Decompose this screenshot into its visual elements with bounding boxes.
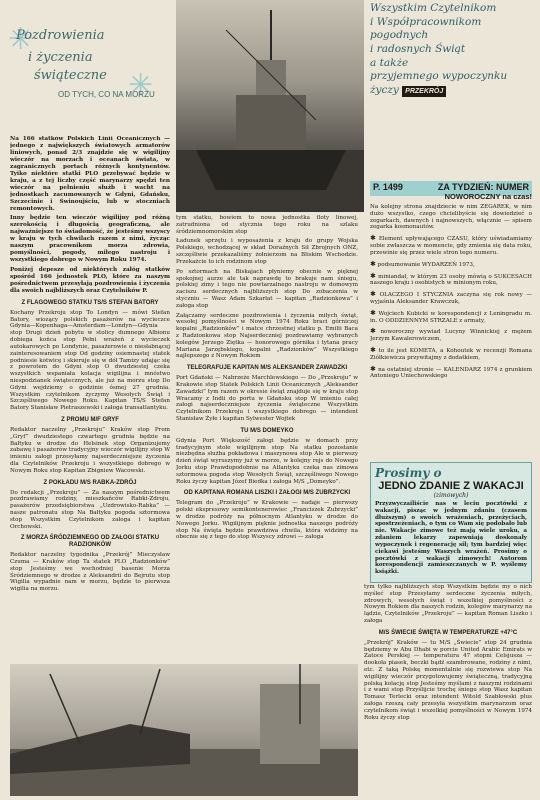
prosimy-text: Przyzwyczailiście nas w leciu pocztówki z wakacji, pisząc w jednym zdaniu (czasem dłuższym) o swoich wrażeniach, przeżyciach, spostrzeżeniach, o tym co Wam się podobało lub nie. Wakacje zimowe też mają wiele uroku, a zdaniem lekarzy zapewniają doskonały wypoczynek i regenerację sił; tym bardziej więc ciekawi jesteśmy Waszych wrażeń. Prosimy o pocztówki z wakacji zimowych! Autorom korespondencji zamieszczanych w P. wyślemy książki. bbox=[375, 501, 527, 576]
next-week-item: ✱ podsumowanie WYDARZEŃ 1973, bbox=[370, 259, 475, 268]
prosimy-heading: Prosimy o bbox=[375, 466, 442, 480]
prosimy-subtitle: (zimowych) bbox=[433, 492, 469, 499]
next-week-item: ✱ Wojciech Kubicki w korespondencji z Leningradu m. in. O ODDZIENNYM STRZALE z armaty, bbox=[370, 308, 532, 324]
intro-text: Na 166 statków Polskich Linii Oceanicznych — jednego z największych światowych armatorów liniowych, ponad 2/3 znajdzie się w wigilijny wieczór na morzach i oceanach świata, w zagranicznych portach różnych kontynentów. Tyiko niektóre statki PLO przebywać będzie w kraju, a z tej liczby część marynarzy spędzi ten wieczór na pełnieniu służb i wacht na jednostkach zacumowanych w Gdyni, Gdańsku, Szczecinie i Świnoujściu, lub w stoczniach remontowych. bbox=[10, 136, 170, 212]
next-week-item: ✱ miniandał, w którym 23 osoby mówią o SUKCESACH naszego kraju i osobistych w minionym roku, bbox=[370, 271, 532, 287]
next-week-title: ZA TYDZIEŃ: NUMER bbox=[437, 182, 529, 192]
right-text: „Przekrój” Kraków — tu M/S „Świecie” stop 24 grudnia będziemy w Abu Dhabi w porcie United Arabic Emirats w Zatoce Perskiej — temperatura 47 stopni Celsjusza — dookoła piasek, beczki bądź szambrowane, rodziny z nimi, etc. Z taką Polskę momentalnie się rozwiewa stop Na wigilijny wieczór przygotowujemy świąteczną, tradycyjną polską kolację stop Jesteśmy myślami z naszymi rodzinami i z wami stop Przyślijcie trochę śniegu stop Wasz kapitan Tomasz Terlecki oraz intendent Witold Szabłowski plus załoga rzeszą cały przesyła wszystkim marynarzom oraz czytelnikom świąt i wszelkiej pomyślności w Nowym 1974 Roku życzy stop bbox=[364, 639, 532, 721]
next-week-item: ✱ noworoczny wywiad Lucyny Winnickiej z mężem Jerzym Kawalerowiczem, bbox=[370, 327, 532, 343]
bullet-icon: ✱ bbox=[370, 308, 376, 317]
next-week-item: ✱ OLACZEGO I STYCZNIA zaczyna się rok nowy — wyjaśnia Aleksander Krawczuk, bbox=[370, 290, 532, 305]
mid-text: Załączamy serdeczne pozdrowienia i życzenia miłych świąt, wesołej pomyślności w Nowym 1974 Roku braci górniczej kopalni „Radzionków” i matce chrzestnej statku p. Emilii Baca z Radzionkowa stop Najserdeczniej pozdrawiamy wybranych kolegów Jerzego Ziętka — honorowego górnika i tytana pracy Mariana Jarzębskiego, kopalni „Radzionków” Wszystkiego najlepszego z Nowym Rokiem bbox=[176, 312, 358, 360]
greeting-line: Wszystkim Czytelnikom bbox=[370, 2, 497, 14]
header-line3: świąteczne bbox=[34, 68, 107, 83]
next-week-content bbox=[370, 204, 532, 446]
port-photo-illustration bbox=[10, 664, 358, 796]
issue-number: P. 1499 bbox=[373, 182, 403, 192]
column-right-bottom bbox=[364, 584, 532, 796]
column-left bbox=[10, 136, 170, 664]
section-title: M/S ŚWIECIE ŚWIĘTA W TEMPERATURZE +47°C bbox=[378, 629, 518, 636]
mid-text: Ładunek sprzętu i wyposażenia z kraju do grupy Wojska Polskiego, wchodzącej w skład Doraźnych Sił Zbrojnych ONZ, szczęśliwie przekazaliśmy żołnierzom na Bliskim Wschodzie. Przekażcie to ich rodzinom stop bbox=[176, 238, 358, 265]
star-decoration-icon: ✳ bbox=[8, 22, 34, 57]
bullet-icon: ✱ bbox=[370, 290, 376, 299]
section-title: TU M/S DOMEYKO bbox=[240, 427, 294, 434]
bullet-icon: ✱ bbox=[370, 346, 376, 354]
greeting-line: i radosnych Świąt bbox=[370, 42, 466, 55]
next-week-text: Na kolejny strona znajdziecie w nim ZEGAREK, w nim dużo wszystko, czego chcielibyście się dowiedzieć o zegarkach, dawnych i najnowszych, włącznie — spisem zegarka kosmonautów. bbox=[370, 204, 532, 231]
header-line2: i życzenia bbox=[28, 50, 93, 65]
intro-text-3: Poniżej depesze od niektórych załóg statków spośród 166 jednostek PLO, które za naszym pośrednictwem przesyłają pozdrowienia i życzenia dla swoich najbliższych oraz Czytelników P. bbox=[10, 267, 170, 295]
header-line4: OD TYCH, CO NA MORZU bbox=[58, 90, 155, 99]
header-line1: Pozdrowienia bbox=[16, 28, 105, 43]
bullet-icon: ✱ bbox=[370, 271, 376, 280]
next-week-item: ✱ to ile jest KOMETA, a Kohoutek w recenzji Romana Ziółkiewicza przywitajmy z dodatkiem, bbox=[370, 346, 532, 361]
prosimy-title: JEDNO ZDANIE Z WAKACJI bbox=[378, 480, 524, 492]
section-text: Redaktor naczelny tygodnika „Przekrój” Mieczysław Czuma — Kraków stop Ta statek PLO „Radzionków” stop Jesteśmy we wschodniej basenie Morza Śródziemnego w drodze z Aleksandrii do Bejrutu stop Wigilia wypadnie nam w morzu, będzie to pierwsza wigilia na morzu. bbox=[10, 552, 170, 593]
intro-text-2: Inny będzie ten wieczór wigilijny pod różną szerokością i długością geograficzną, ale najważniejsze to świadomość, że jesteśmy wszyscy w kraju w tych chwilach razem z nimi, życząc naszym pracownikom morza zdrowia, pomyślności, pogody, miłego nastroju i wszystkiego dobrego w Nowym Roku 1974. bbox=[10, 215, 170, 264]
ship-photo bbox=[176, 0, 364, 212]
next-week-item: ✱ Element upływającego CZASU, który uświadamiamy sobie zwłaszcza w momencie, gdy zmienia się data roku, przewinie się przez wiele stron tego numeru. bbox=[370, 234, 532, 256]
port-photo bbox=[10, 664, 358, 796]
greeting-line: życzy PRZEKRÓJ bbox=[370, 84, 530, 98]
section-title: Z PROMU M/F GRYF bbox=[61, 417, 119, 424]
section-title: Z MORZA ŚRÓDZIEMNEGO OD ZAŁOGI STATKU RADZIONKÓW bbox=[20, 535, 160, 549]
next-week-subtitle: NOWOROCZNY na czas! bbox=[444, 192, 532, 201]
greeting-line: i Współpracownikom bbox=[370, 15, 482, 28]
section-text: Redaktor naczelny „Przekroju” Kraków stop Prom „Gryf” dwudziestego czwartego grudnia będzie na Bałtyku w drodze do Helsinek stop Organizujemy zabawę i pasażerów tradycyjny wieczór wigilijny stop W imieniu załogi przesyłamy najserdeczniejsze życzenia dla Czytelników Przekroju i wszystkiego dobrego w Nowym Roku stop Kapitan Zbigniew Wacowski. bbox=[10, 426, 170, 474]
greeting-line: przyjemnego wypoczynku bbox=[370, 70, 508, 83]
ship-photo-illustration bbox=[176, 0, 364, 212]
mid-text: tym statku, bowiem to nowa jednostka floty linowej, zatrudniona od stycznia tego roku na szlaku śródziemnomorskim stop bbox=[176, 215, 358, 235]
greeting-line: a także bbox=[370, 56, 409, 69]
section-title: Z POKŁADU M/S RABKA-ZDRÓJ bbox=[43, 479, 137, 486]
bullet-icon: ✱ bbox=[370, 234, 376, 243]
mid-text: Telegram do „Przekroju” w Krakowie — nadaje — pierwszy polski ekspresowy semikontenerowiec „Franciszek Zubrzycki” w drodze podróży na północnym Atlantyku w drodze do Nowego Jorku. Wigilijnym pięknie jednostka naszego podróży stop Na święta będzie prawdziwa chwila, która widzimy na obecnie się z tego do stop Wszyscy zdrowi — załoga bbox=[176, 500, 358, 541]
section-title: OD KAPITANA ROMANA LISZKI I ZAŁOGI M/S ZUBRZYCKI bbox=[183, 490, 351, 497]
star-decoration-icon: ✳ bbox=[128, 68, 154, 103]
mid-text: Port Gdański — Nabrzeże Marchlewskiego — Do „Przekroju” w Krakowie stop Statek Polskich Linii Oceanicznych „Aleksander Zawadzki” tym razem w okresie świąt znajduje się w kraju stop Wracamy z Indii do portu w Gdańsku stop W imieniu całej załogi najserdeczniejsze życzenia świąteczne Wszystkim Czytelnikom Przekroju i wszystkiego dobrego — intendent Stanisław Żyłe i kapitan Sylwester Wojtek bbox=[176, 375, 358, 423]
greeting-block bbox=[370, 2, 530, 97]
section-text: Kochany Przekroju stop To Londyn — mówi Stefan Batory, wiozący polskich pasażerów na wycieczce Gdynia—Kopenhaga—Amsterdam—Londyn—Gdynia stop Drugi dzień pobytu w stolicy dumnego Albionu dobiega końca stop Pełni wrażeń z wycieczek autokarowych po Londynie, pasażerowie o niesłabnącej zainteresowaniem stop Od godziny osiemnastej statek podniesie kotwicę i skieruje się w dół Tamizy udając się z powrotem do Gdyni stop O dwudziestej czeka wszystkich wspaniała kolacja wigilijna i mnóstwo niespodzianek świątecznych, ale już na morzu stop Do Gdyni wejdziemy o godzinie ósmej 27 grudnia. Wszystkim czytelnikom życzymy Wesołych Świąt i Szczęśliwego Nowego Roku. Kapitan TS/S Stefan Batory Stanisław Pietraszewski i załoga transatlantyku. bbox=[10, 309, 170, 412]
mid-text: Gdynia Port Większość załogi będzie w domach przy tradycyjnym stole wigilijnym stop Na statku pozostanie niezbędna służba pokładowa i maszynowa stop Ale w pierwszy dzień świąt wyruszymy już w morze, w kolejny rejs do Nowego Jorku stop Prawdopodobnie na Atlantyku czeka nas zimowa sztormowa pogoda stop Wesołych Świąt, szczęśliwego Nowego Roku życzy kapitan Józef Biedka i załoga M/S „Domeyko”. bbox=[176, 437, 358, 485]
bullet-icon: ✱ bbox=[370, 364, 376, 373]
section-title: TELEGRAFUJE KAPITAN M/S ALEKSANDER ZAWADZKI bbox=[186, 365, 348, 372]
prosimy-box bbox=[370, 462, 532, 583]
bullet-icon: ✱ bbox=[370, 327, 376, 336]
greeting-line: pogodnych bbox=[370, 29, 429, 42]
next-week-box bbox=[370, 181, 532, 446]
bullet-icon: ✱ bbox=[370, 259, 376, 268]
right-text: tym tylko najbliższych stop Wszystkim będzie my o nich myśleć stop Przesyłamy serdeczne życzenia miłych, zdrowych, wesołych świąt i wszelkiej pomyślności z Nowym Rokiem dla naszych rodzin, kolegów marynarzy na lądzie, Czytelników „Przekroju” — kapitan Roman Liszko i załoga bbox=[364, 584, 532, 625]
mid-text: Po sztormach na Biskajach płyniemy obecnie w pięknej spokojnej aurze ale tak naprawdę to brakuje nam śniegu, polskiej zimy i tego nie powtarzalnego nastroju w domowym zaciszu serdecznych najbliższych stop Do zobaczenia w styczniu — Wasz Adam Szkarłat — kapitan „Radzionkowa” i załoga stop bbox=[176, 268, 358, 309]
section-text: Do redakcji „Przekroju” — Za naszym pośrednictwem pozdrawiamy rodziny, mieszkańców Rabki-Zdroju, pasażerów przedsiębiorstwa „Uzdrowisko-Rabka” — nasze patronatu stop Na Bałtyku pogoda sztormowa stop Wszystkim Czytelnikom załoga i kapitan Orchowski. bbox=[10, 489, 170, 530]
next-week-item: ✱ na ostatniej stronie — KALENDARZ 1974 z grunkiem Antoniego Uniechowskiego bbox=[370, 364, 532, 380]
column-middle bbox=[176, 215, 358, 663]
header-title-box bbox=[8, 22, 170, 110]
section-title: Z FLAGOWEGO STATKU TS/S STEFAN BATORY bbox=[21, 299, 159, 306]
przekroj-logo: PRZEKRÓJ bbox=[402, 86, 446, 97]
